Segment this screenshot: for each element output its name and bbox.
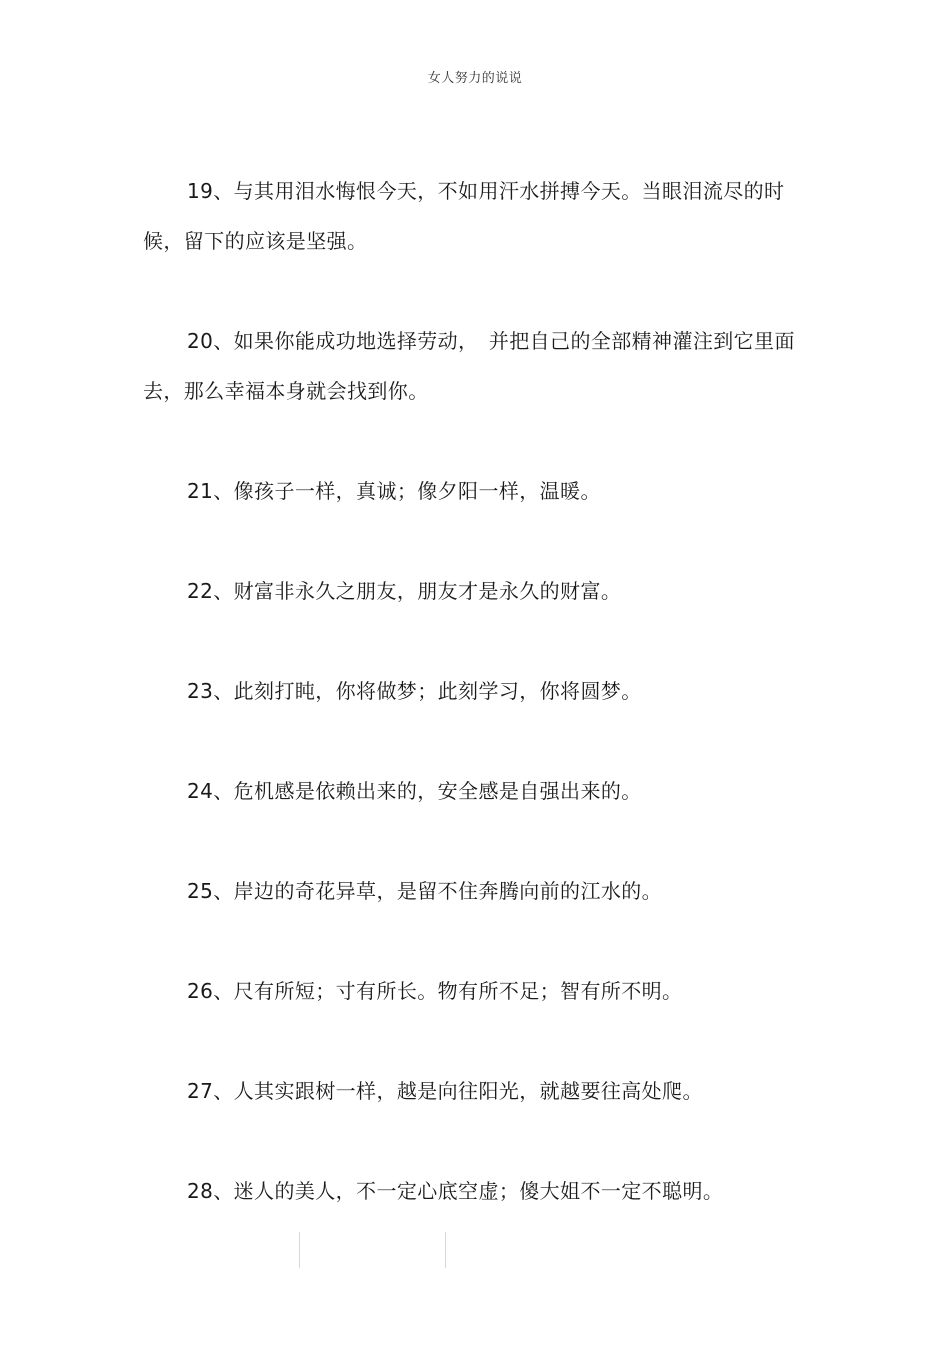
paragraph-24: 24、危机感是依赖出来的，安全感是自强出来的。: [187, 779, 642, 803]
paragraph-22: 22、财富非永久之朋友，朋友才是永久的财富。: [187, 579, 622, 603]
paragraph-23: 23、此刻打盹，你将做梦；此刻学习，你将圆梦。: [187, 679, 642, 703]
faint-divider-left: [299, 1232, 300, 1268]
paragraph-20: 20、如果你能成功地选择劳动， 并把自己的全部精神灌注到它里面去，那么幸福本身就会找到你。: [143, 329, 795, 403]
page-header-title: 女人努力的说说: [427, 71, 523, 86]
paragraph-26: 26、尺有所短；寸有所长。物有所不足；智有所不明。: [187, 979, 683, 1003]
paragraph-25: 25、岸边的奇花异草，是留不住奔腾向前的江水的。: [187, 879, 663, 903]
paragraph-19: 19、与其用泪水悔恨今天，不如用汗水拼搏今天。当眼泪流尽的时候，留下的应该是坚强。: [143, 179, 785, 253]
paragraph-21: 21、像孩子一样，真诚；像夕阳一样，温暖。: [187, 479, 601, 503]
paragraph-28: 28、迷人的美人，不一定心底空虚；傻大姐不一定不聪明。: [187, 1179, 724, 1203]
paragraph-27: 27、人其实跟树一样，越是向往阳光，就越要往高处爬。: [187, 1079, 703, 1103]
faint-divider-right: [445, 1232, 446, 1268]
